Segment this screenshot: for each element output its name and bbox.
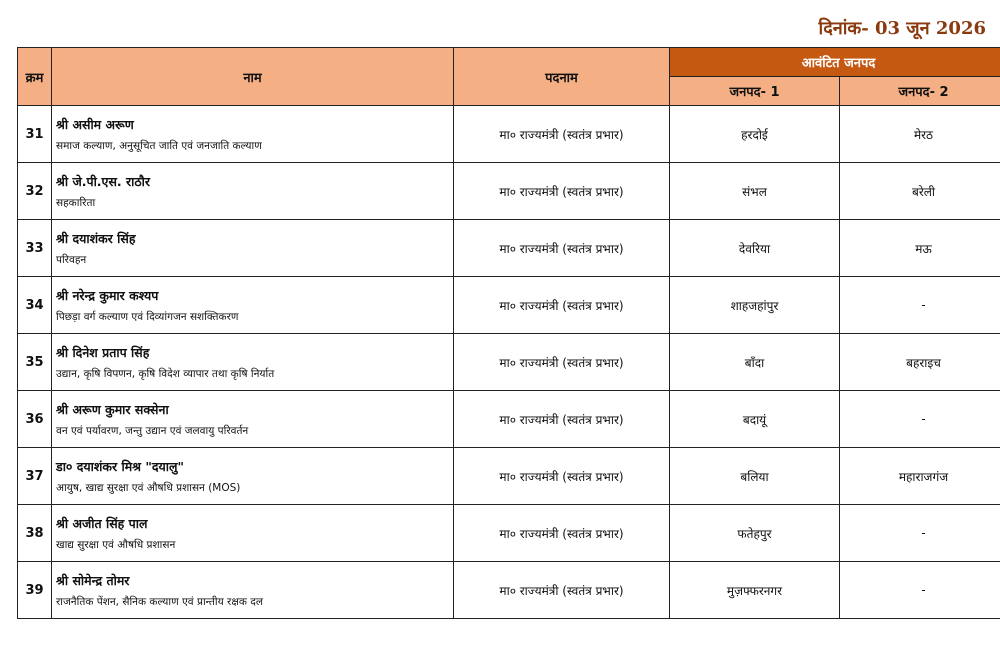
minister-department: खाद्य सुरक्षा एवं औषधि प्रशासन	[56, 538, 176, 551]
date-label: दिनांक- 03 जून 2026	[818, 18, 986, 39]
minister-department: राजनैतिक पेंशन, सैनिक कल्याण एवं प्रान्तीय रक्षक दल	[56, 595, 263, 608]
row-serial: 39	[18, 562, 52, 619]
row-serial: 32	[18, 163, 52, 220]
row-name-cell	[52, 106, 454, 163]
row-district-1: देवरिया	[670, 220, 840, 277]
row-district-1: संभल	[670, 163, 840, 220]
row-name-cell	[52, 163, 454, 220]
table-row	[18, 163, 1000, 220]
row-district-2: मऊ	[840, 220, 1000, 277]
header-district-1: जनपद- 1	[670, 77, 840, 106]
header-name: नाम	[52, 48, 454, 106]
minister-name: श्री दयाशंकर सिंह	[56, 230, 136, 246]
minister-name: श्री अजीत सिंह पाल	[56, 515, 148, 531]
row-designation: मा० राज्यमंत्री (स्वतंत्र प्रभार)	[454, 448, 670, 505]
row-district-2: -	[840, 391, 1000, 448]
row-name-cell	[52, 505, 454, 562]
minister-name: श्री सोमेन्द्र तोमर	[56, 572, 130, 588]
row-district-1: बाँदा	[670, 334, 840, 391]
row-district-2: बहराइच	[840, 334, 1000, 391]
row-name-cell	[52, 562, 454, 619]
row-name-cell	[52, 277, 454, 334]
minister-department: वन एवं पर्यावरण, जन्तु उद्यान एवं जलवायु परिवर्तन	[56, 424, 249, 437]
minister-department: उद्यान, कृषि विपणन, कृषि विदेश व्यापार तथा कृषि निर्यात	[56, 367, 275, 380]
header-serial: क्रम	[18, 48, 52, 106]
row-name-cell	[52, 334, 454, 391]
table-row	[18, 505, 1000, 562]
row-district-1: मुज़फ्फरनगर	[670, 562, 840, 619]
row-district-2: -	[840, 562, 1000, 619]
row-designation: मा० राज्यमंत्री (स्वतंत्र प्रभार)	[454, 163, 670, 220]
header-district-2: जनपद- 2	[840, 77, 1000, 106]
minister-department: आयुष, खाद्य सुरक्षा एवं औषधि प्रशासन (MOS)	[56, 481, 241, 494]
minister-name: श्री जे.पी.एस. राठौर	[56, 173, 150, 189]
minister-department: समाज कल्याण, अनुसूचित जाति एवं जनजाति कल्याण	[56, 139, 262, 152]
row-name-cell	[52, 448, 454, 505]
row-district-2: मेरठ	[840, 106, 1000, 163]
row-district-2: बरेली	[840, 163, 1000, 220]
row-district-2: महाराजगंज	[840, 448, 1000, 505]
row-district-1: शाहजहांपुर	[670, 277, 840, 334]
row-designation: मा० राज्यमंत्री (स्वतंत्र प्रभार)	[454, 334, 670, 391]
district-allocation-table	[17, 47, 1000, 619]
row-serial: 36	[18, 391, 52, 448]
minister-name: डा० दयाशंकर मिश्र "दयालु"	[56, 458, 185, 474]
table-row	[18, 106, 1000, 163]
row-serial: 37	[18, 448, 52, 505]
minister-department: सहकारिता	[56, 196, 96, 209]
table-row	[18, 448, 1000, 505]
row-designation: मा० राज्यमंत्री (स्वतंत्र प्रभार)	[454, 562, 670, 619]
row-district-1: हरदोई	[670, 106, 840, 163]
table-row	[18, 391, 1000, 448]
row-serial: 38	[18, 505, 52, 562]
row-district-2: -	[840, 505, 1000, 562]
row-serial: 31	[18, 106, 52, 163]
row-district-1: बलिया	[670, 448, 840, 505]
minister-department: परिवहन	[56, 253, 87, 266]
header-designation: पदनाम	[454, 48, 670, 106]
row-district-1: बदायूं	[670, 391, 840, 448]
row-serial: 35	[18, 334, 52, 391]
row-district-1: फतेहपुर	[670, 505, 840, 562]
row-district-2: -	[840, 277, 1000, 334]
row-serial: 33	[18, 220, 52, 277]
row-designation: मा० राज्यमंत्री (स्वतंत्र प्रभार)	[454, 277, 670, 334]
minister-department: पिछड़ा वर्ग कल्याण एवं दिव्यांगजन सशक्तिकरण	[56, 310, 239, 323]
row-designation: मा० राज्यमंत्री (स्वतंत्र प्रभार)	[454, 106, 670, 163]
minister-name: श्री अरूण कुमार सक्सेना	[56, 401, 169, 417]
minister-name: श्री असीम अरूण	[56, 116, 134, 132]
row-serial: 34	[18, 277, 52, 334]
row-designation: मा० राज्यमंत्री (स्वतंत्र प्रभार)	[454, 220, 670, 277]
row-designation: मा० राज्यमंत्री (स्वतंत्र प्रभार)	[454, 391, 670, 448]
table-row	[18, 562, 1000, 619]
row-name-cell	[52, 391, 454, 448]
row-designation: मा० राज्यमंत्री (स्वतंत्र प्रभार)	[454, 505, 670, 562]
table-row	[18, 334, 1000, 391]
table-row	[18, 220, 1000, 277]
header-allotted: आवंटित जनपद	[670, 48, 1000, 77]
table-row	[18, 277, 1000, 334]
minister-name: श्री दिनेश प्रताप सिंह	[56, 344, 150, 360]
minister-name: श्री नरेन्द्र कुमार कश्यप	[56, 287, 159, 303]
row-name-cell	[52, 220, 454, 277]
